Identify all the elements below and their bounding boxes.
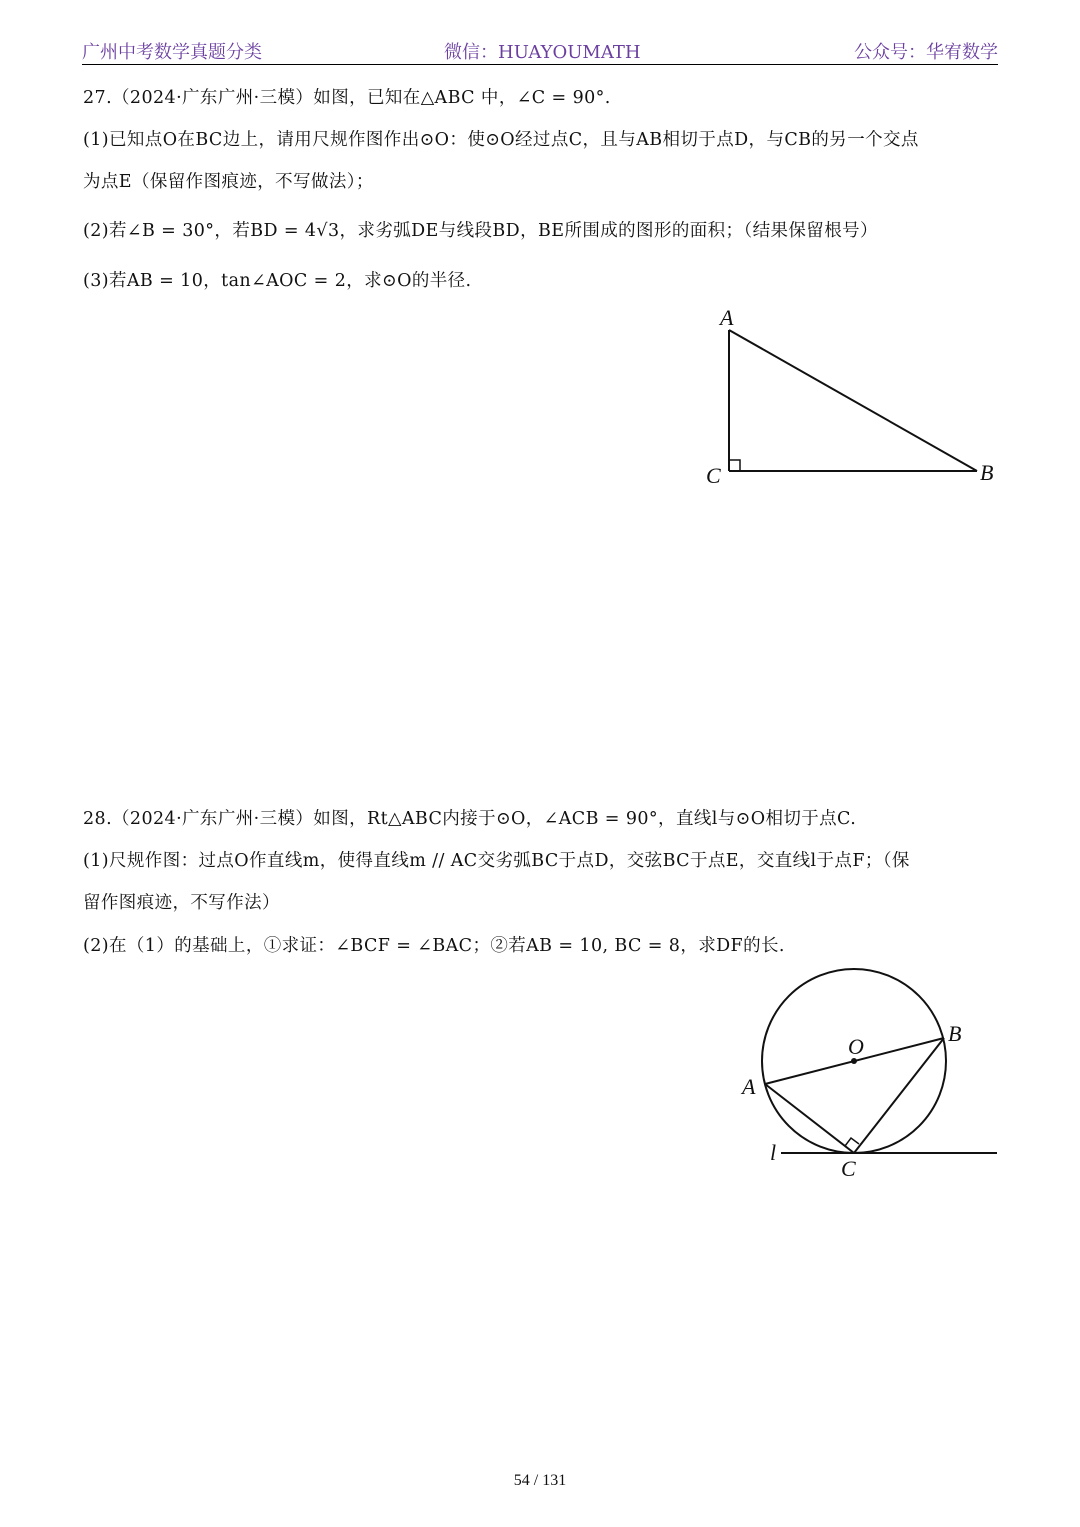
q27-label-b: B	[980, 460, 994, 485]
q27-part3: (3)若AB = 10，tan∠AOC = 2，求⊙O的半径.	[83, 271, 472, 291]
q28-label-b: B	[948, 1021, 962, 1046]
q28-title: 28.（2024·广东广州·三模）如图，Rt△ABC内接于⊙O，∠ACB = 90°，直线l与⊙O相切于点C.	[83, 809, 857, 829]
q28-label-a: A	[742, 1074, 756, 1099]
header-official-account: 公众号：华宥数学	[854, 42, 998, 63]
q28-part2: (2)在（1）的基础上，①求证：∠BCF = ∠BAC；②若AB = 10, BC = 8，求DF的长.	[83, 936, 785, 956]
q28-label-c: C	[841, 1156, 856, 1181]
q28-chord-bc	[854, 1038, 944, 1153]
page-number: 54 / 131	[513, 1472, 567, 1489]
q27-part1-line2: 为点E（保留作图痕迹，不写做法）；	[83, 172, 374, 192]
q28-part1-line2: 留作图痕迹，不写作法）	[83, 893, 280, 913]
q27-part2: (2)若∠B = 30°，若BD = 4√3，求劣弧DE与线段BD，BE所围成的图形的面积；（结果保留根号）	[83, 221, 878, 241]
header-series-title: 广州中考数学真题分类	[82, 42, 262, 63]
q28-label-o: O	[848, 1034, 864, 1059]
q27-title: 27.（2024·广东广州·三模）如图，已知在△ABC 中，∠C = 90°.	[83, 88, 611, 108]
q28-right-angle-mark	[845, 1138, 859, 1146]
q27-part1-line1: (1)已知点O在BC边上，请用尺规作图作出⊙O：使⊙O经过点C，且与AB相切于点D，与CB的另一个交点	[83, 130, 919, 150]
header-wechat: 微信：HUAYOUMATH	[444, 42, 641, 63]
q27-label-c: C	[706, 463, 721, 488]
q28-label-l: l	[770, 1140, 777, 1165]
q28-part1-line1: (1)尺规作图：过点O作直线m，使得直线m // AC交劣弧BC于点D，交弦BC于点E，交直线l于点F；（保	[83, 851, 910, 871]
q27-label-a: A	[720, 305, 734, 330]
